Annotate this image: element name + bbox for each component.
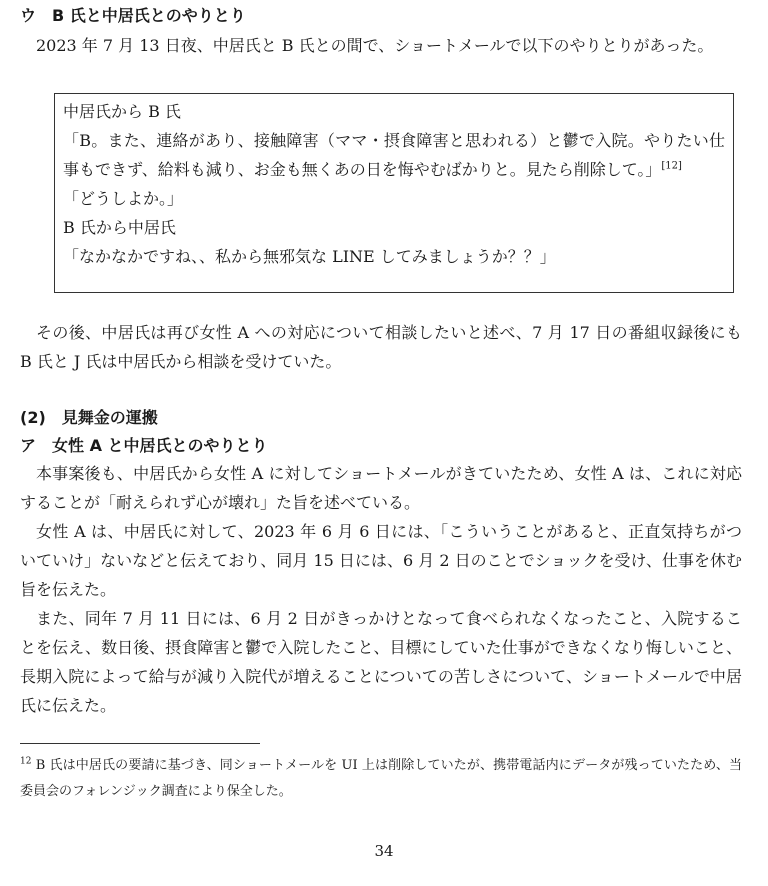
sender-b-label: B 氏から中居氏 bbox=[63, 218, 176, 237]
sender-nakai-label: 中居氏から B 氏 bbox=[63, 102, 181, 121]
section-u-heading: ウ B 氏と中居氏とのやりとり bbox=[20, 6, 246, 25]
after-exchange-paragraph: その後、中居氏は再び女性 A への対応について相談したいと述べ、7 月 17 日の番組収録後にも B 氏と J 氏は中居氏から相談を受けていた。 bbox=[20, 323, 742, 371]
section-u-intro: 2023 年 7 月 13 日夜、中居氏と B 氏との間で、ショートメールで以下のやりとりがあった。 bbox=[36, 36, 714, 55]
message-1 bbox=[63, 126, 725, 184]
page-number: 34 bbox=[374, 842, 394, 860]
section-a-paragraph-1: 本事案後も、中居氏から女性 A に対してショートメールがきていたため、女性 A は、これに対応することが「耐えられず心が壊れ」た旨を述べている。 bbox=[20, 464, 742, 512]
section-a-paragraph-3: また、同年 7 月 11 日には、6 月 2 日がきっかけとなって食べられなくなったこと、入院することを伝え、数日後、摂食障害と鬱で入院したこと、目標にしていた仕事ができなくなり悔しいこと、長期入院によって給与が減り入院代が増えることについての苦しさについて、ショートメールで中居氏に伝えた。 bbox=[20, 609, 742, 715]
message-2: 「どうしよか。」 bbox=[63, 189, 184, 208]
message-exchange-box bbox=[54, 93, 734, 293]
footnote-12 bbox=[20, 753, 742, 805]
footnote-ref-12[interactable]: [12] bbox=[661, 160, 682, 172]
footnote-text: B 氏は中居氏の要請に基づき、同ショートメールを UI 上は削除していたが、携帯電話内にデータが残っていたため、当委員会のフォレンジック調査により保全した。 bbox=[20, 758, 742, 799]
section-a-heading: ア 女性 A と中居氏とのやりとり bbox=[20, 436, 268, 455]
footnote-number: 12 bbox=[20, 756, 32, 767]
message-1-text: 「B。また、連絡があり、接触障害（ママ・摂食障害と思われる）と鬱で入院。やりたい仕事もできず、給料も減り、お金も無くあの日を悔やむばかりと。見たら削除して。」 bbox=[63, 131, 725, 179]
section-a-paragraph-2: 女性 A は、中居氏に対して、2023 年 6 月 6 日には、「こういうことがあると、正直気持ちがついていけ」ないなどと伝えており、同月 15 日には、6 月 2 日のことでショックを受け、仕事を休む旨を伝えた。 bbox=[20, 522, 742, 599]
section-2-heading: (2) 見舞金の運搬 bbox=[20, 408, 158, 427]
message-3: 「なかなかですね、、私から無邪気な LINE してみましょうか？？」 bbox=[63, 247, 556, 266]
footnote-divider bbox=[20, 743, 260, 744]
